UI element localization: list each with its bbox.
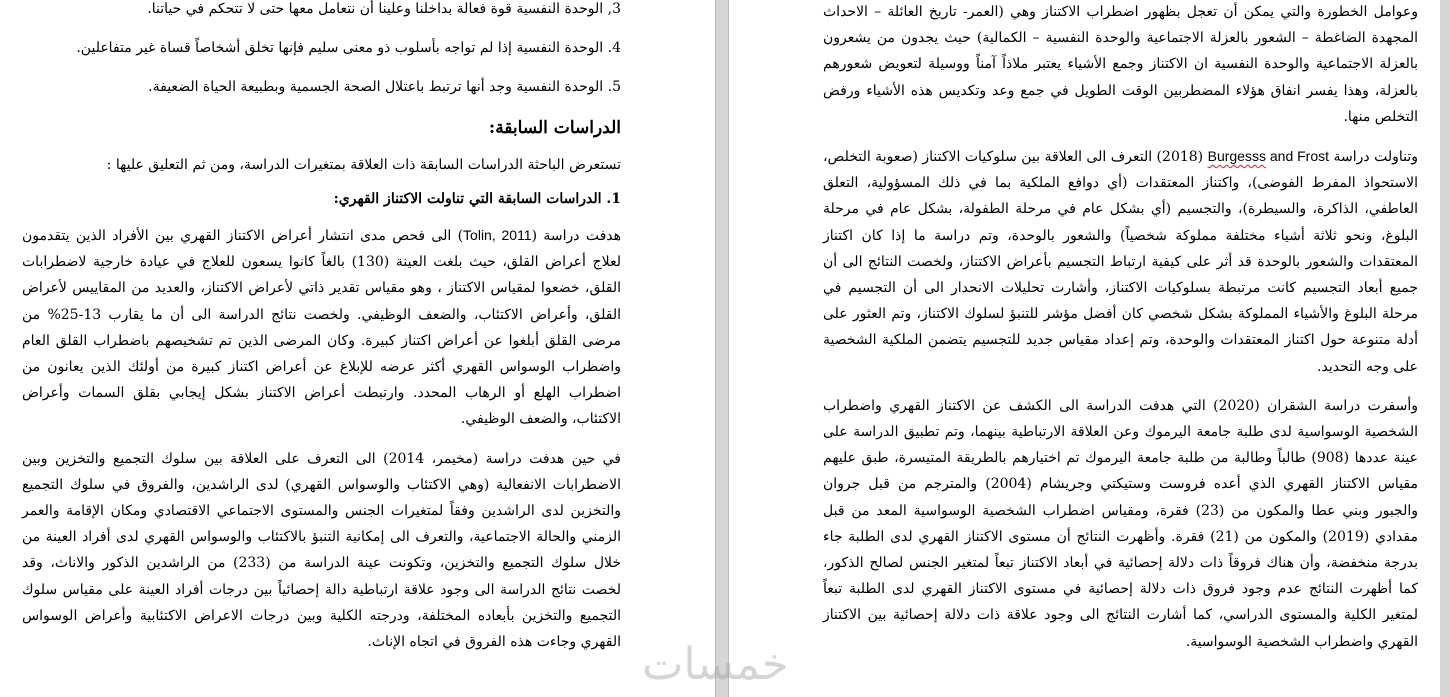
paragraph bbox=[22, 222, 621, 433]
latin-citation: Tolin, 2011 bbox=[463, 227, 532, 244]
list-item: 5. الوحدة النفسية وجد أنها ترتبط باعتلال الصحة الجسمية وبطبيعة الحياة الضعيفة. bbox=[148, 79, 621, 96]
subsection-heading: 1. الدراسات السابقة التي تناولت الاكتناز القهري: bbox=[333, 190, 621, 207]
paragraph bbox=[823, 143, 1418, 380]
watermark-logo: خمسات bbox=[642, 639, 789, 690]
page-content bbox=[823, 0, 1418, 655]
text-run: and Frost bbox=[1265, 148, 1330, 165]
text-run: (2018) التعرف الى العلاقة بين سلوكيات الاكتناز (صعوبة التخلص، الاستحواذ المفرط الفوضى)، واكتناز المعتقدات (أي دوافع الملكية بما في ذلك المسؤولية، التعلق العاطفي، الذاكرة، والسيطرة)، والتجسيم (أي بشكل عام في مرحلة الطفولة، بشكل عام في مرحلة البلوغ، ونحو ثلاثة أشياء مختلفة مملوكة شخصياً) والشعور بالوحدة، وتم دراسة ما إذا كان اكتناز المعتقدات والشعور بالوحدة قد أثر على كيفية ارتباط التجسيم بأعراض الاكتناز، ولخصت النتائج الى أن جميع أبعاد التجسيم كانت مرتبطة بسلوكيات الاكتناز، وأشارت تحليلات الانحدار الى أن التجسيم في مرحلة البلوغ والأشياء المملوكة بشكل شخصي كان أفضل مؤشر للتنبؤ لسلوك الاكتناز، وتم العثور على أدلة متنوعة حول اكتناز المعتقدات والوحدة، وتم إعداد مقياس جديد للتجسيم يتضمن الملكية الشخصية على وجه التحديد. bbox=[823, 149, 1418, 375]
text-run: وتناولت دراسة bbox=[1329, 149, 1419, 166]
paragraph: في حين هدفت دراسة (مخيمر، 2014) الى التعرف على العلاقة بين سلوك التجميع والتخزين وبين الاضطرابات الانفعالية (وهي الاكتئاب والوسواس القهري) لدى الراشدين، والفروق في سلوك التجميع والتخزين لدى الراشدين وفقاً لمتغيرات الجنس والمستوى الاجتماعي الاقتصادي ومكان الإقامة والعمر الزمني والحالة الاجتماعية، والتعرف الى إمكانية التنبؤ بالاكتئاب والوسواس القهري لدى أفراد العينة من خلال سلوك التجميع والتخزين، وتكونت عينة الدراسة من (233) من الراشدين الذكور والاناث، وقد لخصت نتائج الدراسة الى وجود علاقة ارتباطية دالة إحصائياً بين درجات أفراد العينة على مقياس سلوك التجميع والتخزين بأبعاده المختلفة، ودرجته الكلية وبين درجات الاعراض الاكتئابية وأعراض الوسواس القهري وجاءت هذه الفروق في اتجاه الإناث. bbox=[22, 450, 621, 651]
section-heading: الدراسات السابقة: bbox=[488, 117, 621, 138]
latin-citation bbox=[1208, 148, 1329, 164]
document-page-left bbox=[0, 0, 716, 697]
paragraph: وأسفرت دراسة الشقران (2020) التي هدفت الدراسة الى الكشف عن الاكتناز القهري واضطراب الشخصية الوسواسية لدى طلبة جامعة اليرموك وعن العلاقة الارتباطية بينهما، وتم تطبيق الدراسة على عينة عددها (908) طالباً وطالبة من طلبة جامعة اليرموك تم اختيارهم بالطريقة المتيسرة، طبق عليهم مقياس الاكتناز القهري الذي أعده فروست وستيكتي وجريشام (2004) والمترجم من قبل جروان والجبور وبني عطا والمكون من (23) فقرة، ومقياس اضطراب الشخصية الوسواسية المعد من قبل مقدادي (2019) والمكون من (21) فقرة. وأظهرت النتائج أن مستوى الاكتناز القهري لدى الطلبة جاء بدرجة منخفضة، وأن هناك فروقاً ذات دلالة إحصائية في أبعاد الاكتناز تبعاً لمتغير الجنس لصالح الذكور، كما أظهرت النتائج عدم وجود فروق ذات دلالة إحصائية في مستوى الاكتناز القهري لدى الطلبة تبعاً لمتغير الكلية والمستوى الدراسي، كما أشارت النتائج الى وجود علاقة ذات دلالة إحصائية بين الاكتناز القهري واضطراب الشخصية الوسواسية. bbox=[823, 397, 1418, 650]
list-item: 4. الوحدة النفسية إذا لم تواجه بأسلوب ذو معنى سليم فإنها تخلق أشخاصاً قساة غير متفاعلين. bbox=[76, 40, 621, 57]
intro-paragraph: تستعرض الباحثة الدراسات السابقة ذات العلاقة بمتغيرات الدراسة، ومن ثم التعليق عليها : bbox=[106, 156, 621, 173]
text-run: ) الى فحص مدى انتشار أعراض الاكتناز القهري بين الأفراد الذين يتقدمون لعلاج أعراض القلق، حيث بلغت العينة (130) بالغاً كانوا يسعون للعلاج في عيادة خارجية لاضطرابات القلق، خضعوا لمقياس الاكتناز ، وهو مقياس تقدير ذاتي لأعراض الاكتناز، والعديد من المقاييس لأعراض القلق، وأعراض الاكتئاب، والضعف الوظيفي. ولخصت نتائج الدراسة الى أن ما يقارب 13-25% من مرضى القلق أبلغوا عن أعراض اكتناز كبيرة. وكان المرضى الذين تم تشخيصهم باضطراب القلق العام واضطراب الوسواس القهري أكثر عرضه للإبلاغ عن أعراض اكتناز كبيرة من أولئك الذين يعانون من اضطراب الهلع أو الرهاب المحدد. وارتبطت أعراض الاكتناز بشكل إيجابي بقلق السمات وأعراض الاكتئاب، والضعف الوظيفي. bbox=[22, 228, 621, 428]
document-page-right bbox=[728, 0, 1440, 697]
text-run: هدفت دراسة ( bbox=[531, 228, 622, 245]
paragraph: وعوامل الخطورة والتي يمكن أن تعجل بظهور اضطراب الاكتناز وهي (العمر- تاريخ العائلة – الاحداث المجهدة الضاغطة – الشعور بالعزلة الاجتماعية والوحدة النفسية – الكمالية) حيث يجدون من يشعرون بالعزلة الاجتماعية والوحدة النفسية ان الاكتناز وجمع الأشياء يعتبر ملاذاً آمناً ووسيلة لتعويض شعورهم بالعزلة، وهذا يفسر انفاق هؤلاء المضطربين الوقت الطويل في جمع وعد وتكديس هذه الأشياء ورفض التخلص منها. bbox=[823, 4, 1418, 125]
list-item: 3, الوحدة النفسية قوة فعالة بداخلنا وعلينا أن نتعامل معها حتى لا تتحكم في حياتنا. bbox=[147, 1, 621, 17]
page-content bbox=[22, 0, 621, 655]
spelling-error-mark[interactable]: Burgesss bbox=[1207, 148, 1266, 165]
